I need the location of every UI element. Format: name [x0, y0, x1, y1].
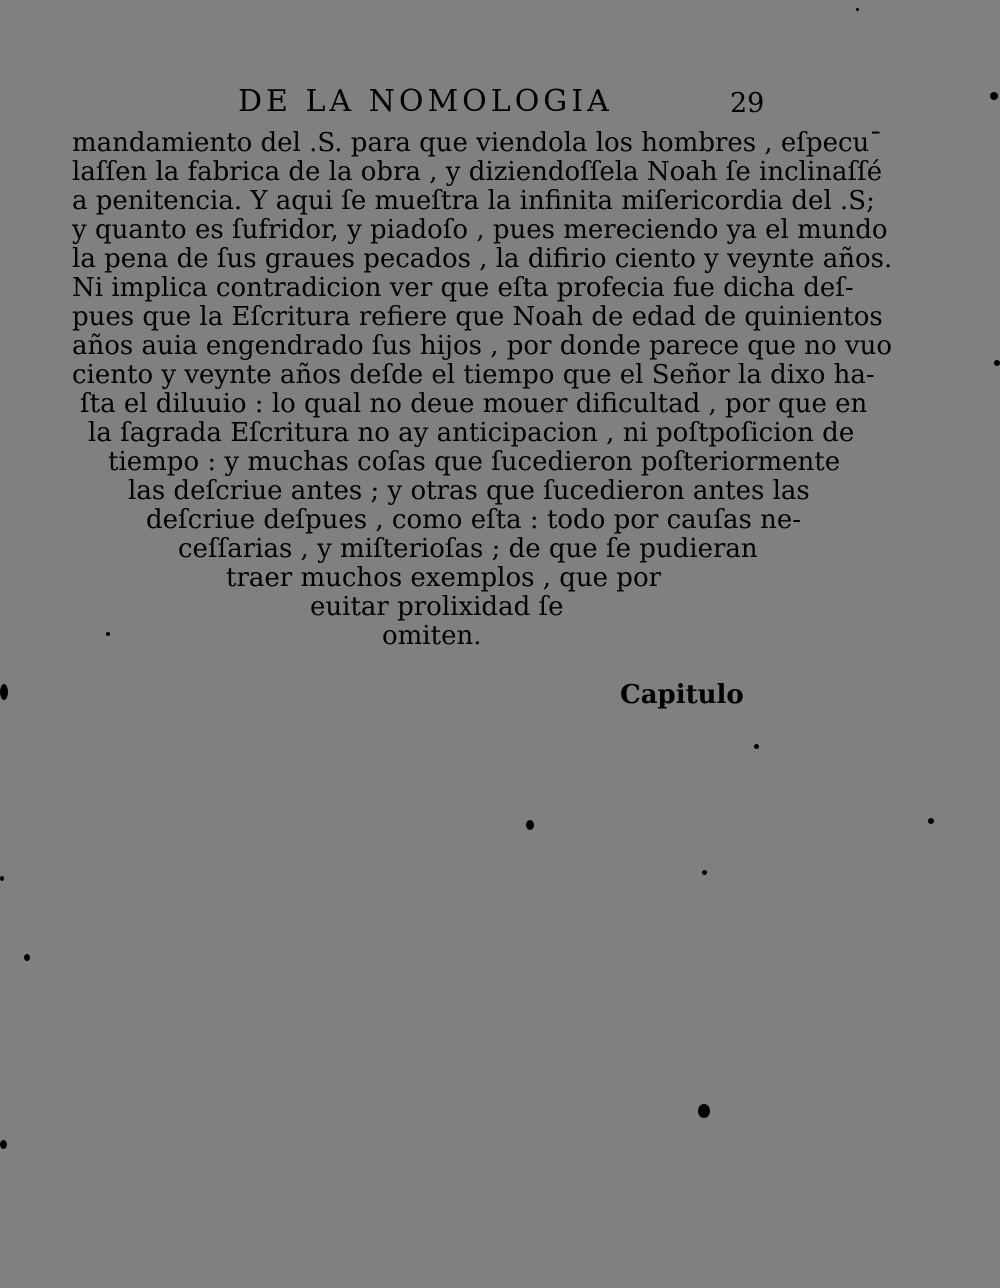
text-line: tiempo : y muchas coſas que ſucedieron poſteriormente: [108, 447, 841, 477]
running-title: DE LA NOMOLOGIA: [238, 84, 613, 119]
ink-speck: [0, 1140, 7, 1149]
ink-speck: [526, 820, 534, 830]
ink-speck: [0, 684, 8, 700]
ink-speck: [106, 632, 110, 636]
text-line: laſſen la fabrica de la obra , y diziendoſſela Noah ſe inclinaſſé: [72, 157, 883, 187]
text-line: ceſſarias , y miſterioſas ; de que ſe pudieran: [178, 534, 758, 564]
catchword: Capitulo: [620, 680, 744, 710]
text-line: ciento y veynte años deſde el tiempo que el Señor la dixo ha-: [72, 360, 875, 390]
text-line: pues que la Eſcritura refiere que Noah de edad de quinientos: [72, 302, 883, 332]
ink-speck: [24, 954, 30, 961]
ink-speck: [928, 818, 934, 824]
text-line: Ni implica contradicion ver que eſta profecia fue dicha deſ-: [72, 273, 854, 303]
text-line: euitar prolixidad ſe: [310, 592, 564, 622]
text-line: y quanto es ſufridor, y piadoſo , pues mereciendo ya el mundo: [72, 215, 888, 245]
ink-speck: [0, 876, 4, 881]
ink-speck: [754, 744, 759, 749]
page-number: 29: [730, 88, 765, 119]
ink-speck: [702, 870, 707, 875]
ink-speck: [994, 360, 1000, 366]
text-line: omiten.: [382, 621, 482, 651]
text-line: la pena de ſus graues pecados , la difirio ciento y veynte años.: [72, 244, 893, 274]
text-line: a penitencia. Y aqui ſe mueſtra la infinita miſericordia del .S;: [72, 186, 875, 216]
ink-speck: [990, 92, 998, 100]
text-line: traer muchos exemplos , que por: [226, 563, 662, 593]
text-line: las deſcriue antes ; y otras que ſucedieron antes las: [128, 476, 810, 506]
text-line: ſta el diluuio : lo qual no deue mouer dificultad , por que en: [80, 389, 868, 419]
ink-speck: [698, 1104, 710, 1118]
text-line: la ſagrada Eſcritura no ay anticipacion , ni poſtpoſicion de: [88, 418, 855, 448]
text-line: deſcriue deſpues , como eſta : todo por cauſas ne-: [146, 505, 802, 535]
text-line: años auia engendrado ſus hijos , por donde parece que no vuo: [72, 331, 893, 361]
text-line: mandamiento del .S. para que viendola los hombres , eſpecu¯: [72, 128, 883, 158]
ink-speck: [856, 8, 859, 11]
